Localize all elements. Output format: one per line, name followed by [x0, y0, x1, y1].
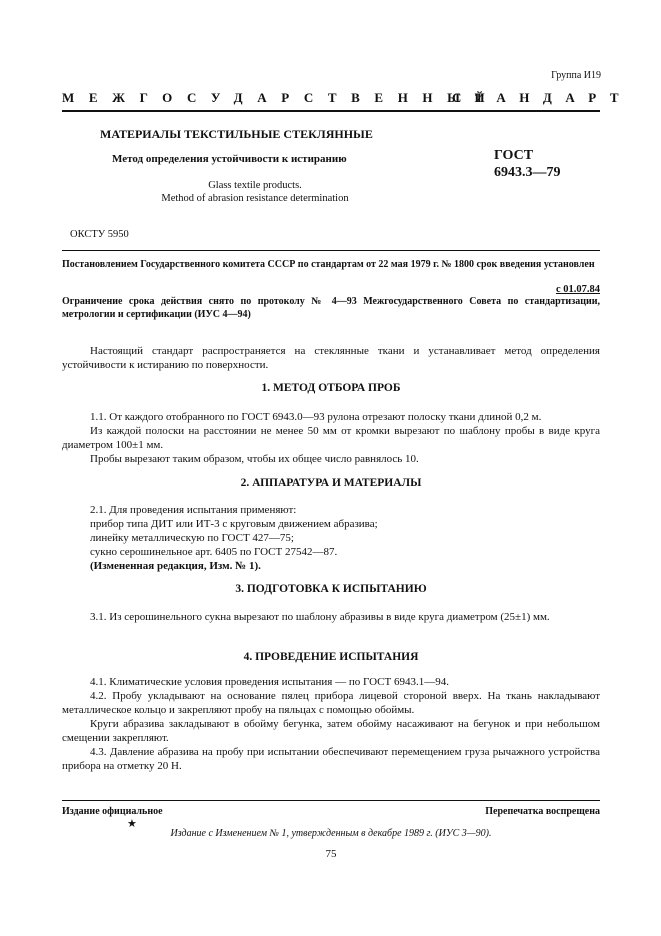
section-2-item-1: прибор типа ДИТ или ИТ-3 с круговым движением абразива;	[90, 518, 378, 530]
group-code: Группа И19	[551, 70, 601, 81]
header-rule	[62, 110, 600, 112]
section-1-para-2: Из каждой полоски на расстоянии не менее 50 мм от кромки вырезают по шаблону пробы в виде круга диаметром 100±1 мм.	[62, 425, 600, 451]
gost-label: ГОСТ	[494, 148, 534, 163]
section-1-para-1: 1.1. От каждого отобранного по ГОСТ 6943.0—93 рулона отрезают полоску ткани длиной 0,2 м.	[90, 411, 542, 423]
footer-rule	[62, 800, 600, 801]
section-1-heading: 1. МЕТОД ОТБОРА ПРОБ	[261, 382, 401, 394]
section-2-item-3: сукно серошинельное арт. 6405 по ГОСТ 27542—87.	[90, 546, 338, 558]
section-2-item-2: линейку металлическую по ГОСТ 427—75;	[90, 532, 294, 544]
section-4-heading: 4. ПРОВЕДЕНИЕ ИСПЫТАНИЯ	[243, 651, 419, 663]
star-icon: ★	[127, 818, 137, 830]
english-title	[130, 179, 380, 205]
section-4-para-1: 4.1. Климатические условия проведения испытания — по ГОСТ 6943.1—94.	[90, 676, 449, 688]
gost-number: 6943.3—79	[494, 165, 561, 180]
section-2-para-1: 2.1. Для проведения испытания применяют:	[90, 504, 297, 516]
section-4-para-2: 4.2. Пробу укладывают на основание пялец прибора лицевой стороной вверх. На ткань накладывают металлическое кольцо и закрепляют пробу на пяльцах с помощью обоймы.	[62, 690, 600, 716]
section-4-para-4: 4.3. Давление абразива на пробу при испытании обеспечивают перемещением груза рычажного устройства прибора на отметку 20 Н.	[62, 746, 600, 772]
effective-date: с 01.07.84	[555, 284, 600, 295]
banner-interstate: МЕЖГОСУДАРСТВЕННЫЙ	[62, 90, 500, 105]
english-title-line-1: Glass textile products.	[208, 180, 302, 191]
edition-note: Издание с Изменением № 1, утвержденным в декабре 1989 г. (ИУС 3—90).	[170, 828, 492, 839]
reprint-prohibited-label: Перепечатка воспрещена	[485, 806, 600, 817]
doc-subtitle: Метод определения устойчивости к истиранию	[112, 153, 347, 165]
decree-text: Постановлением Государственного комитета СССР по стандартам от 22 мая 1979 г. № 1800 срок введения установлен	[62, 259, 595, 270]
doc-title: МАТЕРИАЛЫ ТЕКСТИЛЬНЫЕ СТЕКЛЯННЫЕ	[100, 127, 373, 141]
decree-rule	[62, 250, 600, 251]
section-4-para-3: Круги абразива закладывают в обойму бегунка, затем обойму насаживают на бегунок и при небольшом смещении закрепляют.	[62, 718, 600, 744]
section-2-heading: 2. АППАРАТУРА И МАТЕРИАЛЫ	[240, 477, 422, 489]
page-number: 75	[325, 848, 337, 860]
section-3-heading: 3. ПОДГОТОВКА К ИСПЫТАНИЮ	[235, 583, 427, 595]
official-edition-label: Издание официальное	[62, 806, 163, 817]
gost-designation	[494, 147, 561, 181]
section-3-para-1: 3.1. Из серошинельного сукна вырезают по шаблону абразивы в виде круга диаметром (25±1) мм.	[90, 611, 550, 623]
intro-paragraph: Настоящий стандарт распространяется на стеклянные ткани и устанавливает метод определения устойчивости к истиранию по поверхности.	[62, 345, 600, 371]
section-1-para-3: Пробы вырезают таким образом, чтобы их общее число равнялось 10.	[90, 453, 419, 465]
section-2-revision-note: (Измененная редакция, Изм. № 1).	[90, 560, 261, 572]
english-title-line-2: Method of abrasion resistance determination	[161, 193, 349, 204]
limit-removed-text: Ограничение срока действия снято по протоколу № 4—93 Межгосударственного Совета по стандартизации, метрологии и сертификации (ИУС 4—94)	[62, 296, 600, 320]
banner-standard: СТАНДАРТ	[452, 90, 633, 105]
okstu-code: ОКСТУ 5950	[70, 229, 129, 240]
